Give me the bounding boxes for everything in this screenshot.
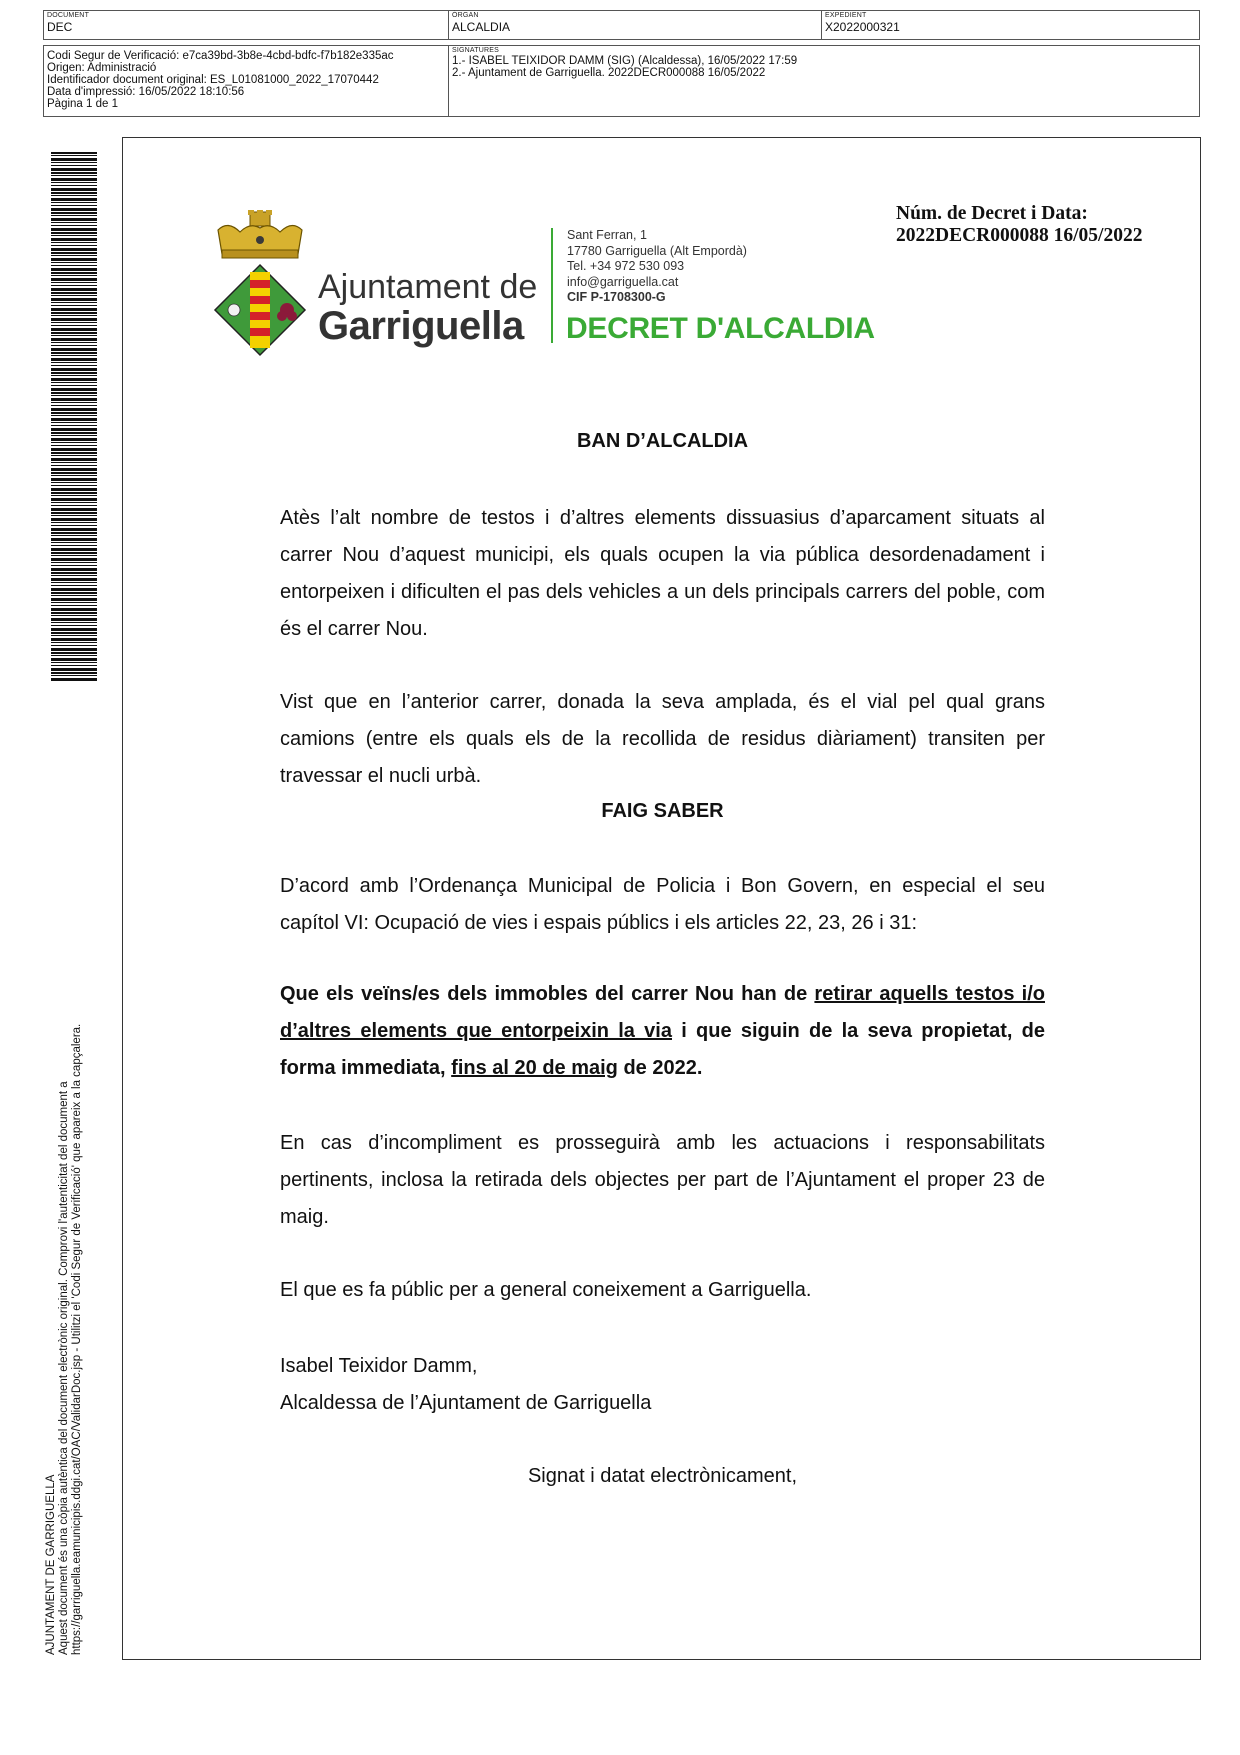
barcode-icon — [51, 152, 97, 682]
csv-line: Identificador document original: ES_L01081000_2022_17070442 — [47, 74, 379, 86]
side-verification-text — [45, 955, 84, 1655]
signatures-label: SIGNATURES — [452, 47, 499, 54]
verification-header-row — [43, 45, 1200, 117]
side-line: https://garriguella.eamunicipis.ddgi.cat/OAC/ValidarDoc.jsp - Utilitzi el 'Codi Segur de Verificació' que apareix a la capçalera. — [71, 1023, 83, 1655]
signer-name: Isabel Teixidor Damm, — [280, 1355, 478, 1377]
org-name: Garriguella — [318, 304, 524, 348]
org-prefix: Ajuntament de — [318, 268, 538, 306]
signed-note: Signat i datat electrònicament, — [527, 1465, 798, 1487]
csv-line: Origen: Administració — [47, 62, 157, 74]
csv-cell — [44, 46, 449, 116]
address-line: Tel. +34 972 530 093 — [567, 259, 685, 273]
document-type-title: DECRET D'ALCALDIA — [566, 312, 875, 345]
paragraph-2: Vist que en l’anterior carrer, donada la seva amplada, és el vial pel qual grans camions (entre els quals els de la recollida de residus diàriament) transiten per travessar el nucli urbà. — [280, 691, 1045, 787]
signer-role: Alcaldessa de l’Ajuntament de Garriguella — [280, 1392, 652, 1414]
address-line: 17780 Garriguella (Alt Empordà) — [567, 243, 747, 258]
paragraph-3: D’acord amb l’Ordenança Municipal de Policia i Bon Govern, en especial el seu capítol VI: Ocupació de vies i espais públics i els articles 22, 23, 26 i 31: — [280, 875, 1045, 934]
organ-cell — [449, 11, 822, 39]
paragraph-4 — [280, 976, 1045, 1087]
expedient-label: EXPEDIENT — [825, 12, 867, 19]
signature-line: 1.- ISABEL TEIXIDOR DAMM (SIG) (Alcaldessa), 16/05/2022 17:59 — [452, 55, 798, 67]
document-cell — [44, 11, 449, 39]
expedient-value: X2022000321 — [825, 20, 900, 34]
signature-line: 2.- Ajuntament de Garriguella. 2022DECR000088 16/05/2022 — [452, 67, 766, 79]
p4-text: de 2022. — [617, 1057, 703, 1079]
paragraph-1: Atès l’alt nombre de testos i d’altres elements dissuasius d’aparcament situats al carrer Nou d’aquest municipi, els quals ocupen la via pública desordenadament i entorpeixen i dificulten el pas dels vehicles a un dels principals carrers del poble, com és el carrer Nou. — [280, 507, 1045, 640]
address-line: info@garriguella.cat — [567, 274, 679, 289]
csv-line: Data d'impressió: 16/05/2022 18:10:56 — [47, 86, 245, 98]
section-subtitle: FAIG SABER — [601, 800, 724, 822]
csv-line: Pàgina 1 de 1 — [47, 98, 118, 110]
paragraph-6: El que es fa públic per a general coneixement a Garriguella. — [280, 1279, 812, 1301]
signatures-cell — [449, 46, 1199, 116]
expedient-cell — [822, 11, 1199, 39]
p4-deadline-text: fins al 20 de maig — [451, 1057, 618, 1079]
organ-label: ÒRGAN — [452, 12, 479, 19]
organ-value: ALCALDIA — [452, 20, 511, 34]
document-label: DOCUMENT — [47, 12, 90, 19]
document-title: BAN D’ALCALDIA — [576, 430, 749, 452]
p4-text: i que siguin de la seva propietat, de forma immediata, — [280, 1020, 1046, 1079]
address-line: Sant Ferran, 1 — [567, 228, 647, 242]
letterhead-divider — [551, 228, 553, 343]
decree-number — [896, 203, 1142, 247]
p4-underlined-text: retirar aquells testos i/o d’altres elements que entorpeixin la via — [280, 983, 1045, 1042]
decree-value: 2022DECR000088 16/05/2022 — [896, 225, 1143, 246]
document-value: DEC — [47, 20, 73, 34]
metadata-header-row — [43, 10, 1200, 40]
csv-line: Codi Segur de Verificació: e7ca39bd-3b8e-4cbd-bdfc-f7b182e335ac — [47, 50, 394, 62]
side-line: AJUNTAMENT DE GARRIGUELLA — [45, 1474, 57, 1655]
p4-text: Que els veïns/es dels immobles del carrer Nou han de — [280, 983, 815, 1005]
decree-label: Núm. de Decret i Data: — [896, 203, 1088, 224]
side-line: Aquest document és una còpia autèntica del document electrònic original. Comprovi l'autenticitat del document a — [58, 1081, 70, 1655]
cif-line: CIF P-1708300-G — [567, 290, 666, 304]
paragraph-5: En cas d’incompliment es prosseguirà amb les actuacions i responsabilitats pertinents, inclosa la retirada dels objectes per part de l’Ajuntament el proper 23 de maig. — [280, 1132, 1045, 1228]
address-block — [567, 228, 747, 306]
coat-of-arms-icon — [210, 210, 310, 360]
